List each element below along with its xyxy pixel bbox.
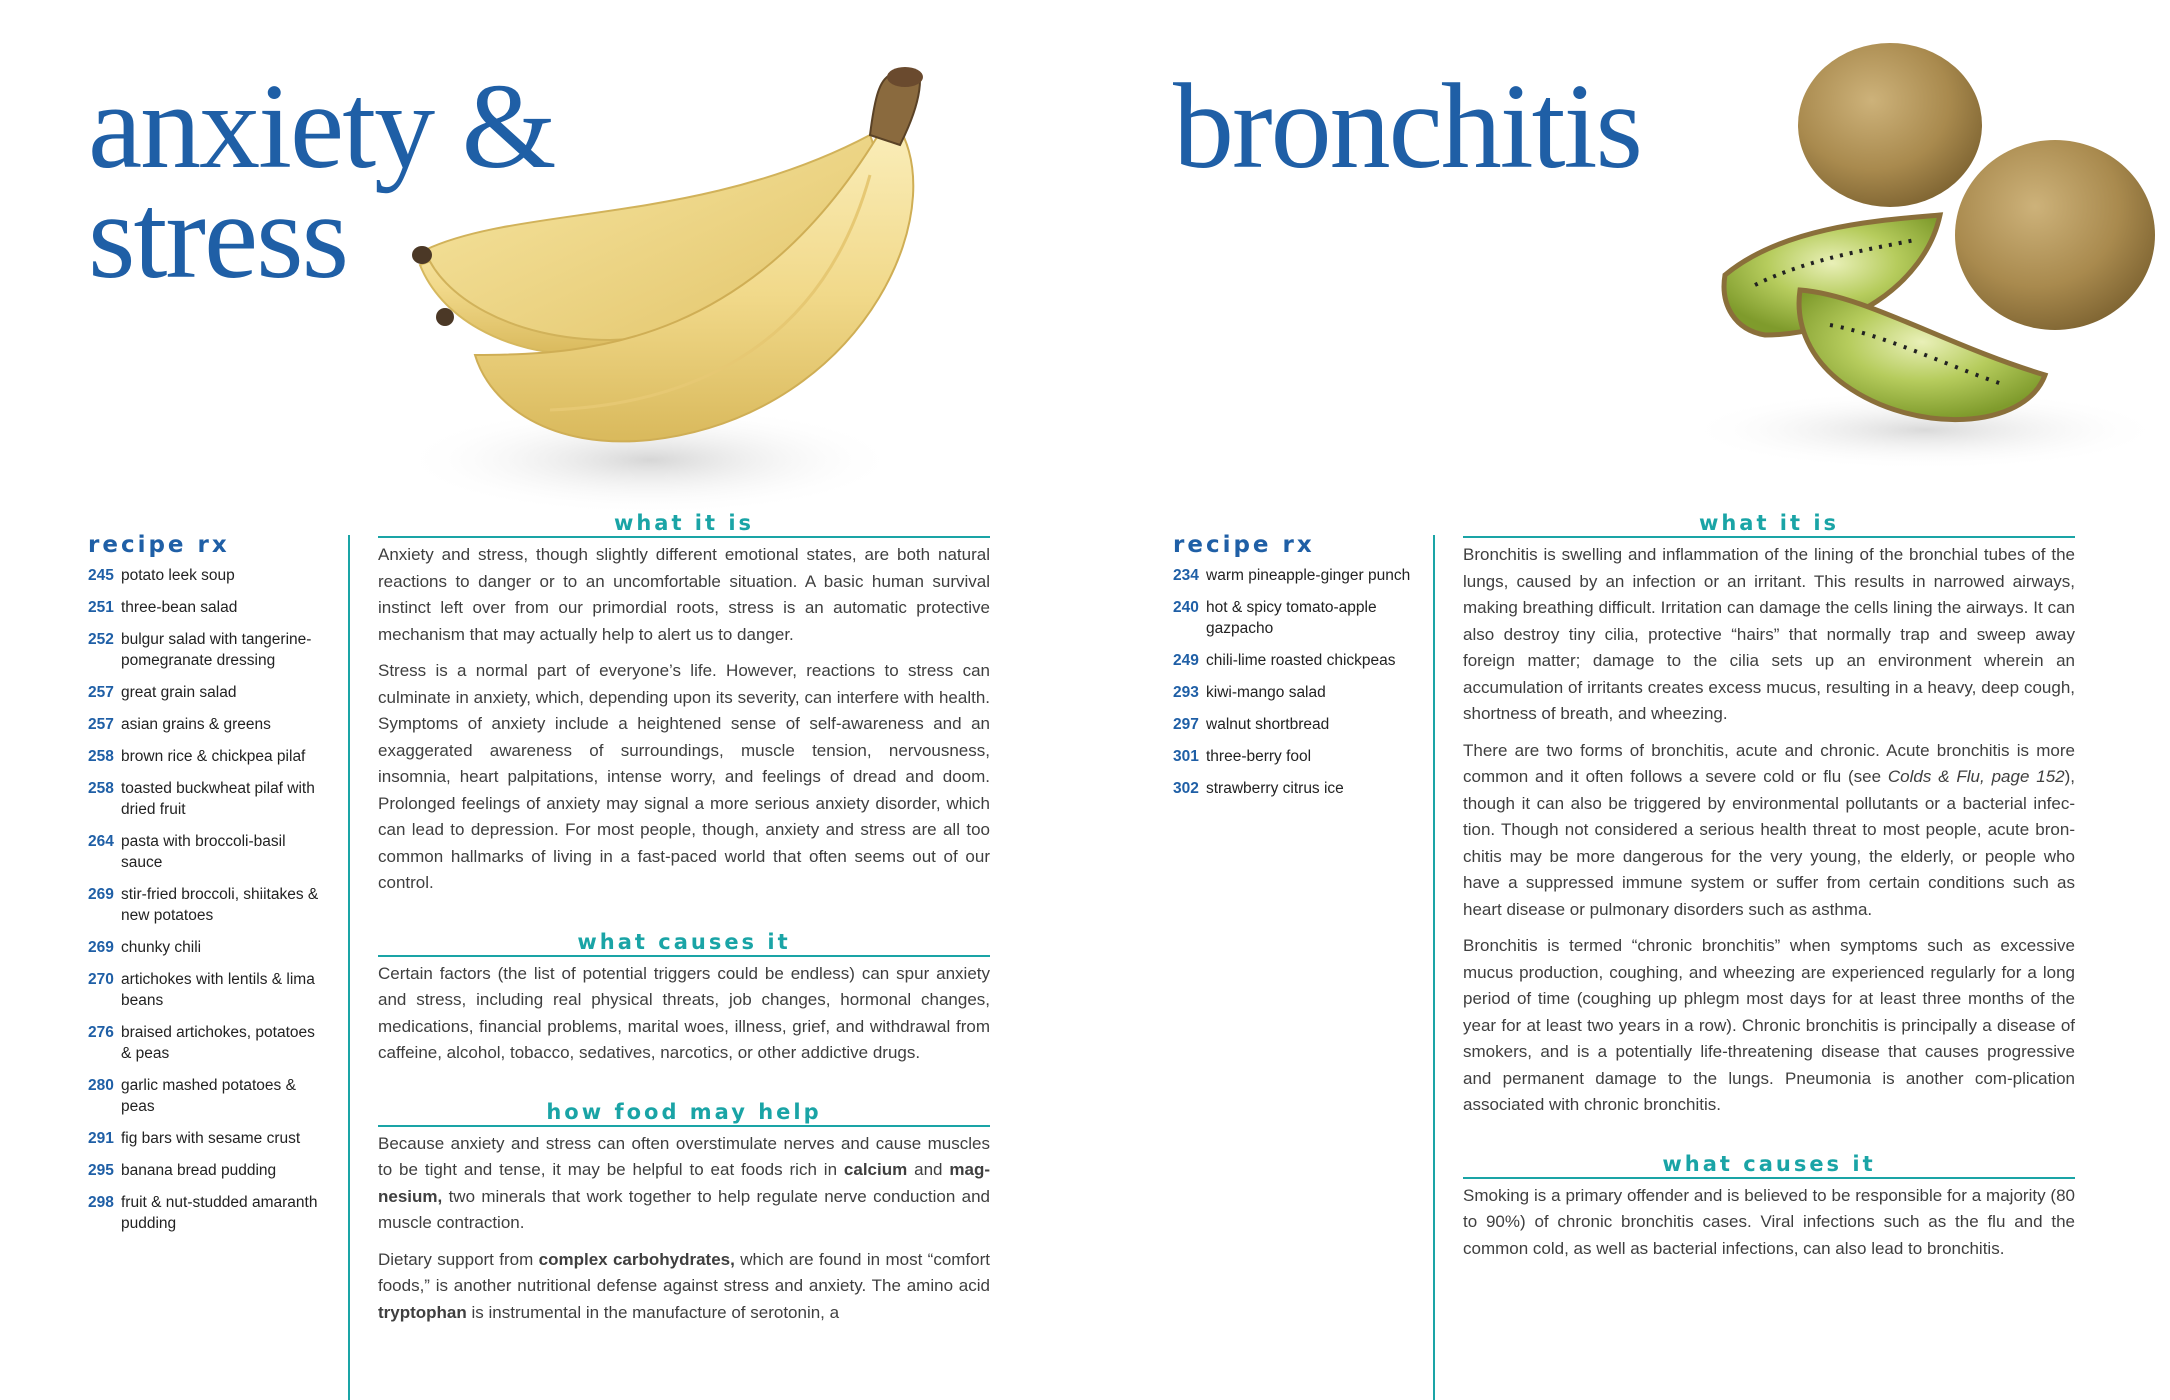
recipe-item <box>1173 746 1413 767</box>
recipe-page-number: 293 <box>1173 684 1199 701</box>
recipe-page-number: 269 <box>88 886 114 903</box>
recipe-name: banana bread pudding <box>121 1162 277 1179</box>
main-column <box>378 510 990 1336</box>
recipe-heading: recipe rx <box>88 532 230 558</box>
section-heading-what-it-is: what it is <box>1463 510 2075 538</box>
recipe-item <box>1173 565 1413 586</box>
banana-photo <box>400 55 990 535</box>
cross-reference: Colds & Flu, page 152 <box>1887 767 2065 786</box>
title-line-1: anxiety & <box>88 59 555 194</box>
recipe-name: fig bars with sesame crust <box>121 1130 301 1147</box>
recipe-name: stir-fried broccoli, shiitakes & new potatoes <box>121 886 319 924</box>
section-heading-what-causes-it: what causes it <box>1463 1151 2075 1179</box>
recipe-name: great grain salad <box>121 684 237 701</box>
paragraph: Stress is a normal part of everyone’s life. However, reactions to stress can culminate in anxiety, which, depending upon its severity, can interfere with health. Symptoms of anxiety include a heightened sense of self-awareness and an exaggerated awareness of surroundings, muscle tension, nervousness, insomnia, heart palpitations, intense worry, and feelings of dread and doom. Prolonged feelings of anxiety may signal a more serious anxiety disorder, which can lead to depression. For most people, though, anxiety and stress are all too common hallmarks of living in a fast-paced world that often seems out of our control. <box>378 661 990 892</box>
main-column <box>1463 510 2075 1272</box>
nutrient-term: tryptophan <box>378 1302 467 1322</box>
recipe-page-number: 240 <box>1173 599 1199 616</box>
recipe-name: kiwi-mango salad <box>1206 684 1326 701</box>
paragraph: Anxiety and stress, though slightly different emotional states, are both natural reactions to danger or to an uncomfortable situation. A basic human survival instinct left over from our primordial roots, stress is an automatic protective mechanism that may actually help to alert us to danger. <box>378 545 990 644</box>
recipe-list <box>88 565 328 1245</box>
recipe-page-number: 297 <box>1173 716 1199 733</box>
recipe-name: pasta with broccoli-basil sauce <box>121 833 286 871</box>
recipe-page-number: 276 <box>88 1024 114 1041</box>
recipe-list <box>1173 565 1413 810</box>
recipe-page-number: 291 <box>88 1130 114 1147</box>
column-divider <box>348 535 350 1400</box>
recipe-item <box>1173 597 1413 639</box>
recipe-page-number: 280 <box>88 1077 114 1094</box>
recipe-item <box>88 714 328 735</box>
recipe-item <box>1173 650 1413 671</box>
recipe-item <box>88 1022 328 1064</box>
paragraph: Bronchitis is swelling and inflammation of the lining of the bronchial tubes of the lungs, caused by an infection or an irritant. This results in narrowed airways, making breathing difficult. Irritation can damage the cells lining the airways. It can also destroy tiny cilia, protective “hairs” that normally trap and sweep away foreign matter; damage to the cilia sets up an environment wherein an accumulation of irritants creates excess mucus, resulting in a heavy, deep cough, shortness of breath, and wheezing. <box>1463 545 2075 723</box>
recipe-page-number: 295 <box>88 1162 114 1179</box>
kiwi-photo <box>1625 35 2170 475</box>
recipe-item <box>88 1128 328 1149</box>
recipe-item <box>88 937 328 958</box>
recipe-item <box>88 746 328 767</box>
page-title <box>1173 59 1641 194</box>
recipe-name: garlic mashed potatoes & peas <box>121 1077 296 1115</box>
recipe-page-number: 252 <box>88 631 114 648</box>
recipe-page-number: 257 <box>88 716 114 733</box>
recipe-page-number: 258 <box>88 780 114 797</box>
recipe-page-number: 258 <box>88 748 114 765</box>
recipe-page-number: 298 <box>88 1194 114 1211</box>
recipe-item <box>88 1160 328 1181</box>
recipe-item <box>88 682 328 703</box>
paragraph: Because anxiety and stress can often overstimulate nerves and cause muscles to be tight and tense, it may be helpful to eat foods rich in calcium and mag-nesium, two minerals that work together to help regulate nerve conduction and muscle contraction. <box>378 1133 990 1232</box>
recipe-name: warm pineapple-ginger punch <box>1206 567 1411 584</box>
recipe-item <box>88 565 328 586</box>
recipe-item <box>88 969 328 1011</box>
recipe-page-number: 251 <box>88 599 114 616</box>
recipe-page-number: 301 <box>1173 748 1199 765</box>
recipe-item <box>88 778 328 820</box>
recipe-item <box>1173 778 1413 799</box>
paragraph: Certain factors (the list of potential triggers could be endless) can spur anxiety and stress, including real physical threats, job changes, hormonal changes, medications, financial problems, marital woes, illness, grief, and withdrawal from caffeine, alcohol, tobacco, sedatives, narcotics, or other addictive drugs. <box>378 963 990 1062</box>
recipe-item <box>88 831 328 873</box>
paragraph: Bronchitis is termed “chronic bronchitis” when symptoms such as excessive mucus production, coughing, and wheezing are experienced regularly for a long period of time (coughing up phlegm most days for at least three months of the year for at least two years in a row). Chronic bronchitis is principally a disease of smokers, and is a potentially life-threatening disease that causes progressive and permanent damage to the lungs. Pneumonia is another com-plication associated with chronic bronchitis. <box>1463 936 2075 1114</box>
recipe-item <box>88 597 328 618</box>
recipe-heading: recipe rx <box>1173 532 1315 558</box>
section-heading-what-it-is: what it is <box>378 510 990 538</box>
recipe-name: potato leek soup <box>121 567 235 584</box>
title-line-2: stress <box>88 169 348 304</box>
recipe-name: walnut shortbread <box>1206 716 1330 733</box>
paragraph: There are two forms of bronchitis, acute and chronic. Acute bronchitis is more common and it often follows a severe cold or flu (see Colds & Flu, page 152), though it can also be triggered by environmental pollutants or a bacterial infec-tion. Though not considered a serious health threat to most people, acute bron-chitis may be more dangerous for the very young, the elderly, or people who have a suppressed immune system or suffer from certain conditions such as heart disease or pulmonary disorders such as asthma. <box>1463 740 2075 919</box>
recipe-item <box>1173 714 1413 735</box>
recipe-name: toasted buckwheat pilaf with dried fruit <box>121 780 315 818</box>
recipe-page-number: 264 <box>88 833 114 850</box>
recipe-name: chili-lime roasted chickpeas <box>1206 652 1396 669</box>
recipe-page-number: 270 <box>88 971 114 988</box>
column-divider <box>1433 535 1435 1400</box>
nutrient-term: calcium <box>843 1160 908 1179</box>
paragraph: Dietary support from complex carbohydrates, which are found in most “comfort foods,” is another nutritional defense against stress and anxiety. The amino acid tryptophan is instrumental in the manufacture of serotonin, a <box>378 1249 990 1322</box>
paragraph: Smoking is a primary offender and is believed to be responsible for a majority (80 to 90%) of chronic bronchitis cases. Viral infections such as the flu and the common cold, as well as bacterial infections, can also lead to bronchitis. <box>1463 1185 2075 1258</box>
recipe-page-number: 269 <box>88 939 114 956</box>
section-heading-what-causes-it: what causes it <box>378 929 990 957</box>
recipe-name: braised artichokes, potatoes & peas <box>121 1024 315 1062</box>
recipe-item <box>88 1075 328 1117</box>
recipe-name: hot & spicy tomato-apple gazpacho <box>1206 599 1377 637</box>
recipe-name: bulgur salad with tangerine-pomegranate dressing <box>121 631 312 669</box>
recipe-item <box>1173 682 1413 703</box>
nutrient-term: mag-nesium, <box>378 1160 990 1206</box>
recipe-page-number: 245 <box>88 567 114 584</box>
recipe-item <box>88 629 328 671</box>
nutrient-term: complex carbohydrates, <box>538 1249 735 1269</box>
recipe-page-number: 234 <box>1173 567 1199 584</box>
recipe-name: chunky chili <box>121 939 202 956</box>
recipe-name: fruit & nut-studded amaranth pudding <box>121 1194 318 1232</box>
recipe-page-number: 302 <box>1173 780 1199 797</box>
section-heading-how-food-may-help: how food may help <box>378 1099 990 1127</box>
title-line-1: bronchitis <box>1173 59 1641 194</box>
recipe-page-number: 249 <box>1173 652 1199 669</box>
recipe-name: brown rice & chickpea pilaf <box>121 748 306 765</box>
recipe-item <box>88 884 328 926</box>
recipe-name: asian grains & greens <box>121 716 271 733</box>
page-right <box>1085 0 2170 1400</box>
recipe-name: three-berry fool <box>1206 748 1312 765</box>
recipe-page-number: 257 <box>88 684 114 701</box>
recipe-name: three-bean salad <box>121 599 238 616</box>
recipe-item <box>88 1192 328 1234</box>
recipe-name: artichokes with lentils & lima beans <box>121 971 315 1009</box>
recipe-name: strawberry citrus ice <box>1206 780 1344 797</box>
